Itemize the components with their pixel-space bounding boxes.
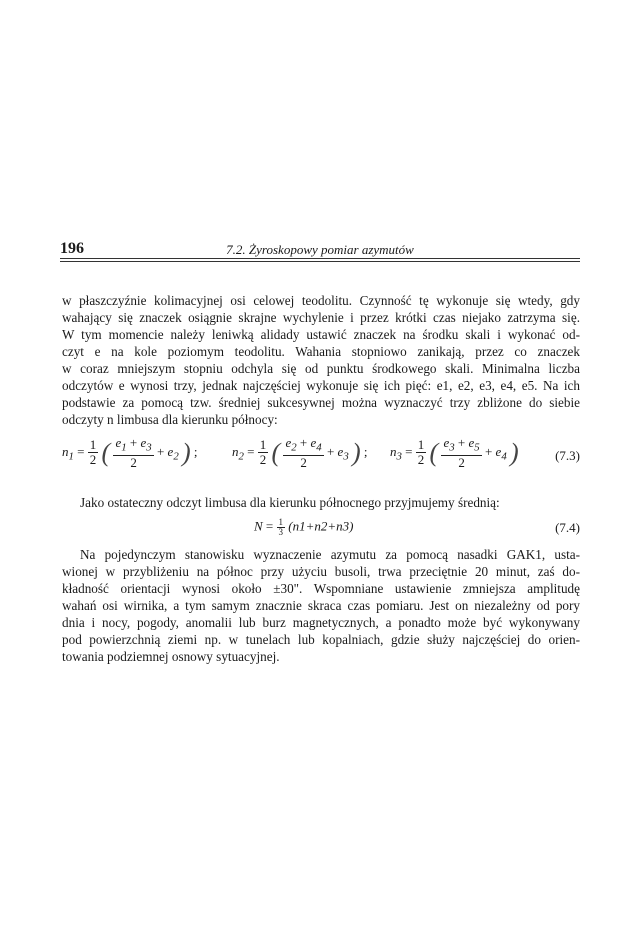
text-line: Na pojedynczym stanowisku wyznaczenie azymutu za pomocą nasadki GAK1, usta-	[80, 547, 580, 562]
text-line: wahający się znaczek osiągnie skrajne wychylenie i przez krótki czas niejako zatrzyma się.	[62, 310, 580, 325]
equation-n2: $n_2$ = $\frac{1}{2}$ ( $\frac{e_2 + e_4}{2}$ + $e_3$ ) ;	[232, 435, 368, 470]
text-line: odczyty n limbusa dla kierunku północy:	[62, 412, 278, 427]
text-line: kładność orientacji wynosi około ±30". Wspomniane ustawienie zmniejsza amplitudę	[62, 581, 580, 596]
text-line: Jako ostateczny odczyt limbusa dla kierunku północnego przyjmujemy średnią:	[80, 495, 500, 510]
equation-n1: $n_1$ = $\frac{1}{2}$ ( $\frac{e_1 + e_3}{2}$ + $e_2$ ) ;	[62, 435, 198, 470]
page-number: 196	[60, 240, 84, 257]
text-line: wionej w przybliżeniu na północ przy użyciu busoli, trwa przeciętnie 20 minut, zaś do-	[62, 564, 580, 579]
text-line: w płaszczyźnie kolimacyjnej osi celowej teodolitu. Czynność tę wykonuje się wtedy, gdy	[62, 293, 580, 308]
text-line: pod powierzchnią ziemi np. w tunelach lub kopalniach, gdzie służy najczęściej do orien-	[62, 632, 580, 647]
equation-n3: $n_3$ = $\frac{1}{2}$ ( $\frac{e_3 + e_5}{2}$ + $e_4$ )	[390, 435, 519, 470]
equation-7-3	[60, 436, 580, 482]
equation-number: (7.3)	[555, 448, 580, 463]
text-line: w coraz mniejszym stopniu odchyla się od punktu środkowego skali. Minimalna liczba	[62, 361, 580, 376]
equation-n-mean: N = $\frac{1}{3}$ (n1+n2+n3)	[254, 517, 354, 537]
text-line: towania podziemnej osnowy sytuacyjnej.	[62, 649, 280, 664]
equation-7-4	[60, 514, 580, 540]
text-line: dnia i nocy, pogody, anomalii lub burz magnetycznych, a ponadto może być wykonywany	[62, 615, 580, 630]
text-line: czyt e na kole poziomym teodolitu. Wahania stopniowo zanikają, przez co znaczek	[62, 344, 580, 359]
text-line: wahań osi wirnika, a tym samym znacznie skraca czas pomiaru. Jest on niezależny od pory	[62, 598, 580, 613]
page-header	[60, 238, 580, 262]
header-rule-double	[60, 261, 580, 262]
paragraph-2	[62, 494, 580, 511]
header-rule	[60, 258, 580, 259]
paragraph-3	[62, 546, 580, 665]
equation-number: (7.4)	[555, 520, 580, 535]
paragraph-1	[62, 292, 580, 428]
text-line: W tym momencie należy leniwką alidady ustawić znaczek na środku skali i wykonać od-	[62, 327, 580, 342]
running-title: 7.2. Żyroskopowy pomiar azymutów	[226, 242, 414, 257]
text-line: odczytów e wynosi trzy, jednak najczęściej wykonuje się ich pięć: e1, e2, e3, e4, e5. Na ich	[62, 378, 580, 393]
text-line: podstawie za pomocą tzw. średniej sukcesywnej można wyznaczyć trzy zbliżone do siebie	[62, 395, 580, 410]
